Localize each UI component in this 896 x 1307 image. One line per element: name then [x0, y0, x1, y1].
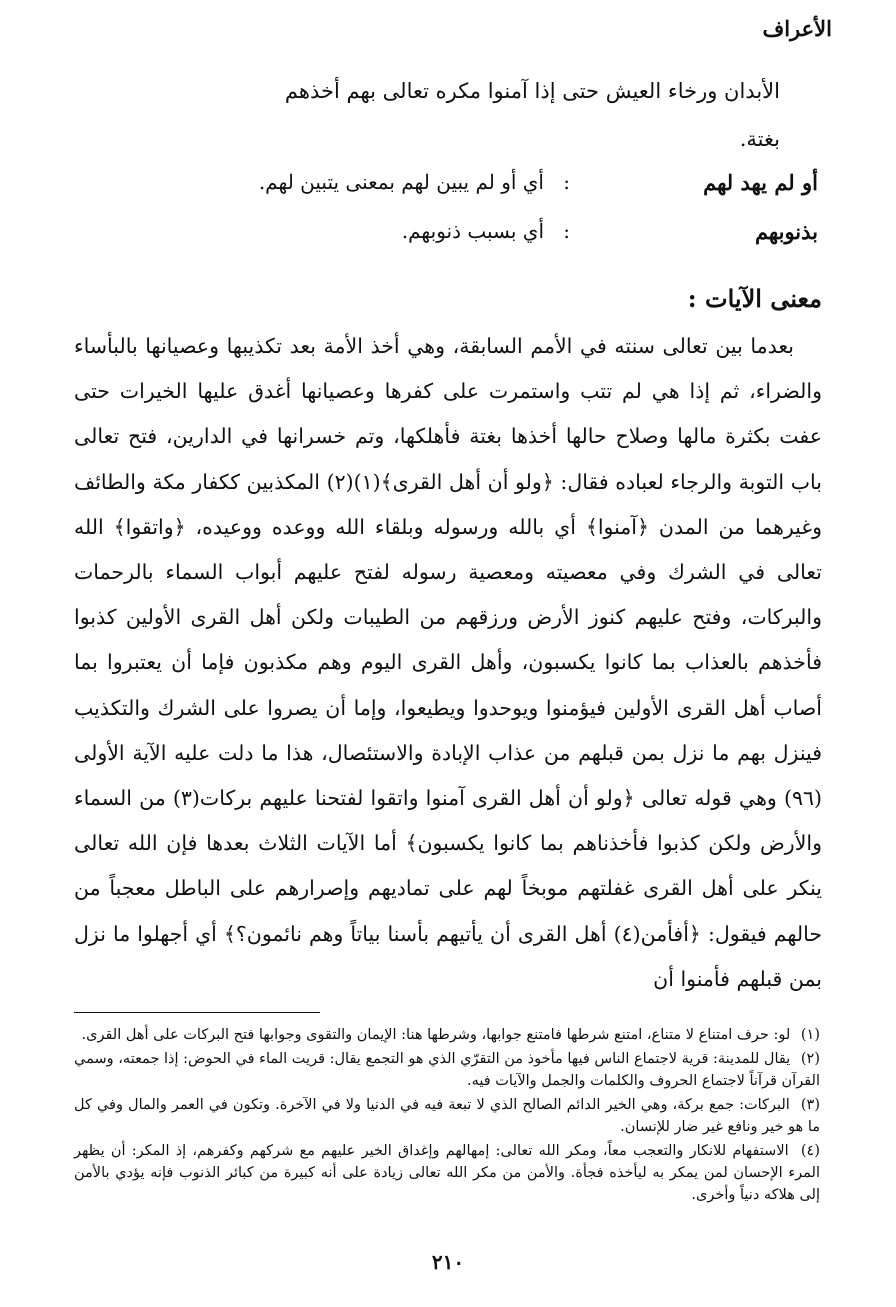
page-number: ٢١٠: [431, 1250, 465, 1274]
footnote: [74, 1140, 820, 1206]
footnote-text: البركات: جمع بركة، وهي الخير الدائم الصالح الذي لا تبعة فيه في الدنيا ولا في الآخرة. وتكون في العمر والمال وفي كل ما هو خير ونافع غير ضار للإنسان.: [74, 1097, 820, 1135]
intro-line: بغتة.: [739, 127, 780, 151]
glossary-term: أو لم يهد لهم: [703, 170, 818, 195]
footnote-text: يقال للمدينة: قرية لاجتماع الناس فيها مأخوذ من التقرّي الذي هو التجمع يقال: قريت الماء في الحوض: إذا جمعته، وسمي القرآن قرآناً لاجتماع الحروف والكلمات والجمل والآيات فيه.: [74, 1051, 820, 1089]
footnotes: [74, 1024, 820, 1208]
footnote-number: (٤): [800, 1143, 821, 1159]
glossary-colon: :: [563, 170, 570, 194]
glossary-entry: [100, 170, 818, 202]
glossary-term: بذنوبهم: [754, 219, 818, 244]
glossary-definition: أي بسبب ذنوبهم.: [401, 219, 544, 243]
glossary-definition: أي أو لم يبين لهم بمعنى يتبين لهم.: [258, 170, 544, 194]
footnote-number: (٣): [800, 1097, 820, 1113]
footnote: [74, 1094, 820, 1138]
footnote-divider: [74, 1012, 320, 1013]
footnote-number: (١): [800, 1027, 820, 1043]
glossary-entry: [100, 219, 818, 251]
footnote-number: (٢): [800, 1051, 820, 1067]
footnote-text: الاستفهام للانكار والتعجب معاً، ومكر الله تعالى: إمهالهم وإغداق الخير عليهم مع شركهم وكفرهم، إذ المكر: أن يظهر المرء الإحسان لمن يمكر به ليأخذه فجأة. والأمن من مكر الله تعالى زيادة على أنه كبيرة من كبائر الذنوب فإنه يؤدي بالأمن إلى هلاكه دنياً وأخرى.: [74, 1143, 820, 1203]
intro-line: الأبدان ورخاء العيش حتى إذا آمنوا مكره تعالى بهم أخذهم: [284, 79, 780, 103]
body-paragraph-text: بعدما بين تعالى سنته في الأمم السابقة، وهي أخذ الأمة بعد تكذيبها وعصيانها بالبأساء والضراء، ثم إذا هي لم تتب واستمرت على كفرها وعصيانها أغدق عليها الخيرات حتى عفت بكثرة مالها وصلاح حالها أخذها بغتة فأهلكها، وتم خسرانها في الدارين، فتح تعالى باب التوبة والرجاء لعباده فقال: ﴿ولو أن أهل القرى﴾(١)(٢) المكذبين ككفار مكة والطائف وغيرهما من المدن ﴿آمنوا﴾ أي بالله ورسوله وبلقاء الله ووعده ووعيده، ﴿واتقوا﴾ الله تعالى في الشرك وفي معصيته ومعصية رسوله لفتح عليهم أبواب السماء بالرحمات والبركات، وفتح عليهم كنوز الأرض ورزقهم من الطيبات ولكن أهل القرى الأولين كذبوا فأخذهم بالعذاب بما كانوا يكسبون، وأهل القرى اليوم وهم مكذبون فإما أن يعتبروا بما أصاب أهل القرى الأولين فيؤمنوا ويوحدوا ويطيعوا، وإما أن يصروا على الشرك والتكذيب فينزل بهم ما نزل بمن قبلهم من عذاب الإبادة والاستئصال، هذا ما دلت عليه الآية الأولى (٩٦) وهي قوله تعالى ﴿ولو أن أهل القرى آمنوا واتقوا لفتحنا عليهم بركات(٣) من السماء والأرض ولكن كذبوا فأخذناهم بما كانوا يكسبون﴾ أما الآيات الثلاث بعدها فإن الله تعالى ينكر على أهل القرى غفلتهم موبخاً لهم على تماديهم وإصرارهم على الباطل معجباً من حالهم فيقول: ﴿أفأمن(٤) أهل القرى أن يأتيهم بأسنا بياتاً وهم نائمون؟﴾ أي أجهلوا ما نزل بمن قبلهم فأمنوا أن: [74, 334, 822, 991]
body-paragraph: [74, 324, 822, 1002]
running-header: الأعراف: [762, 16, 832, 41]
section-heading: معنى الآيات :: [687, 284, 822, 313]
glossary-colon: :: [563, 219, 570, 243]
footnote: [74, 1048, 820, 1092]
footnote: [74, 1024, 820, 1046]
footnote-text: لو: حرف امتناع لا متناع، امتنع شرطها فامتنع جوابها، وشرطها هنا: الإيمان والتقوى وجوابها فتح البركات على أهل القرى.: [81, 1027, 791, 1043]
